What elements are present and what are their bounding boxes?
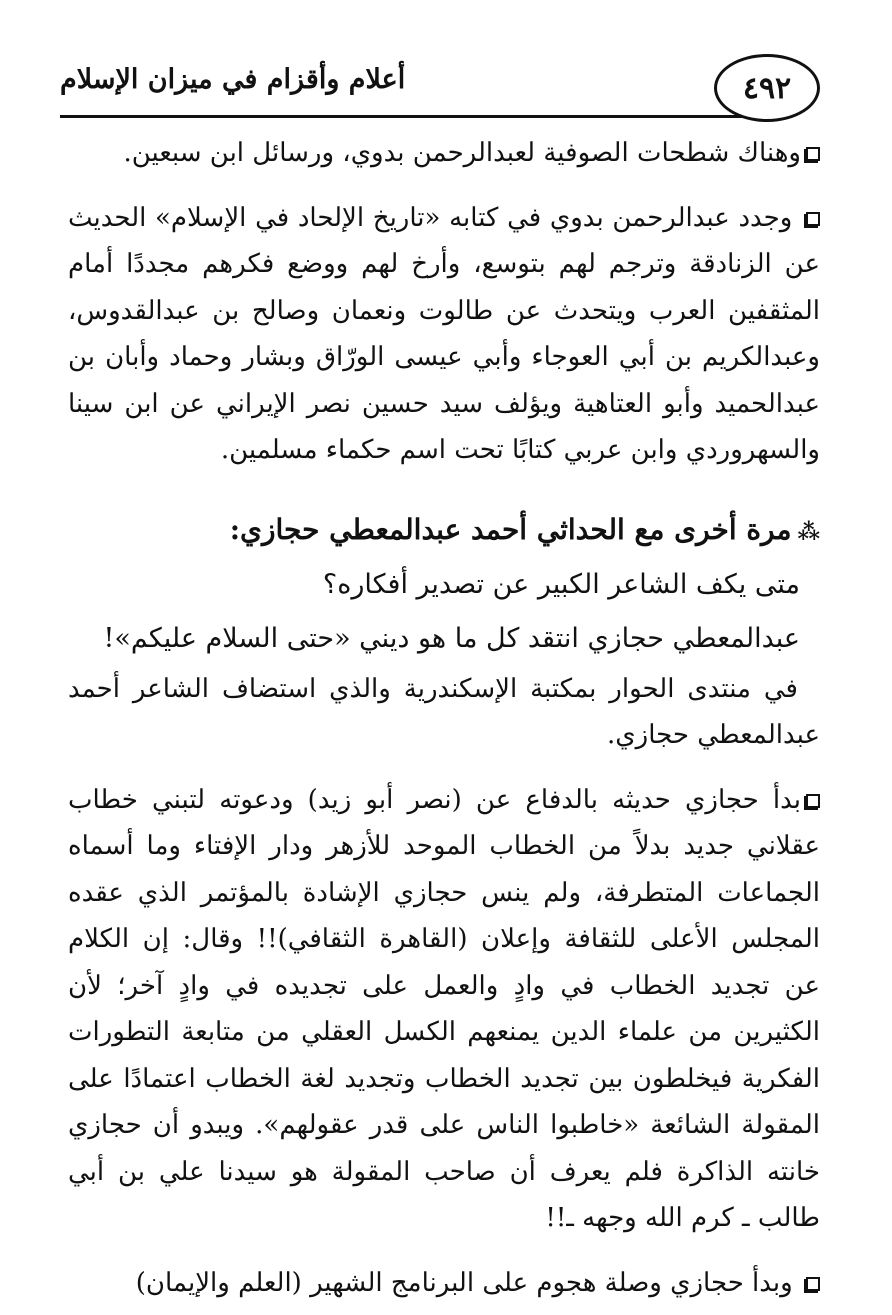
asterism-icon: ⁂ (797, 518, 820, 545)
paragraph-text: بدأ حجازي حديثه بالدفاع عن (نصر أبو زيد) ودعوته لتبني خطاب عقلاني جديد بدلاً من الخطاب الموحد للأزهر ودار الإفتاء وما أسماه الجماعات المتطرفة، ولم ينس حجازي الإشادة بالمؤتمر الذي عقده المجلس الأعلى للثقافة وإعلان (القاهرة الثقافي)!! وقال: إن الكلام عن تجديد الخطاب في وادٍ والعمل على تجديده في وادٍ آخر؛ لأن الكثيرين من علماء الدين يمنعهم الكسل العقلي من متابعة التطورات الفكرية فيخلطون بين تجديد الخطاب وتجديد لغة الخطاب اعتمادًا على المقولة الشائعة «خاطبوا الناس على قدر عقولهم». ويبدو أن حجازي خانته الذاكرة فلم يعرف أن صاحب المقولة هو سيدنا علي بن أبي طالب ـ كرم الله وجهه ـ!! (68, 784, 820, 1233)
paragraph-text: وهناك شطحات الصوفية لعبدالرحمن بدوي، ورسائل ابن سبعين. (123, 138, 801, 168)
section-title-text: مرة أخرى مع الحداثي أحمد عبدالمعطي حجازي: (229, 512, 792, 546)
section-title (68, 504, 820, 558)
paragraph-forum: في منتدى الحوار بمكتبة الإسكندرية والذي استضاف الشاعر أحمد عبدالمعطي حجازي. (68, 673, 820, 750)
square-bullet-icon (806, 794, 820, 808)
paragraph-hegazi-speech (68, 777, 820, 1242)
square-bullet-icon (806, 147, 820, 161)
square-bullet-icon (806, 1277, 820, 1291)
page-body (68, 130, 820, 1306)
paragraph-text: وجدد عبدالرحمن بدوي في كتابه «تاريخ الإلحاد في الإسلام» الحديث عن الزنادقة وترجم لهم بتوسع، وأرخ لهم ووضع فكرهم مجددًا أمام المثقفين العرب ويتحدث عن طالوت ونعمان وصالح بن عبدالقدوس، وعبدالكريم بن أبي العوجاء وأبي عيسى الورّاق وبشار وحماد وأبان بن عبدالحميد وأبو العتاهية ويؤلف سيد حسين نصر الإيراني عن ابن سينا والسهروردي وابن عربي كتابًا تحت اسم حكماء مسلمين. (68, 202, 820, 465)
paragraph-sufi (68, 130, 820, 177)
page-number: ٤٩٢ (714, 54, 820, 122)
paragraph-attack (68, 1260, 820, 1307)
header-rule (60, 115, 760, 118)
page-header (60, 40, 820, 120)
paragraph-text: وبدأ حجازي وصلة هجوم على البرنامج الشهير (العلم والإيمان) (135, 1267, 793, 1298)
subheading-question: متى يكف الشاعر الكبير عن تصدير أفكاره؟ (322, 568, 800, 600)
square-bullet-icon (806, 212, 820, 226)
subheading-claim: عبدالمعطي حجازي انتقد كل ما هو ديني «حتى السلام عليكم»! (103, 622, 800, 654)
paragraph-badawi (68, 195, 820, 474)
book-title: أعلام وأقزام في ميزان الإسلام (60, 64, 406, 95)
